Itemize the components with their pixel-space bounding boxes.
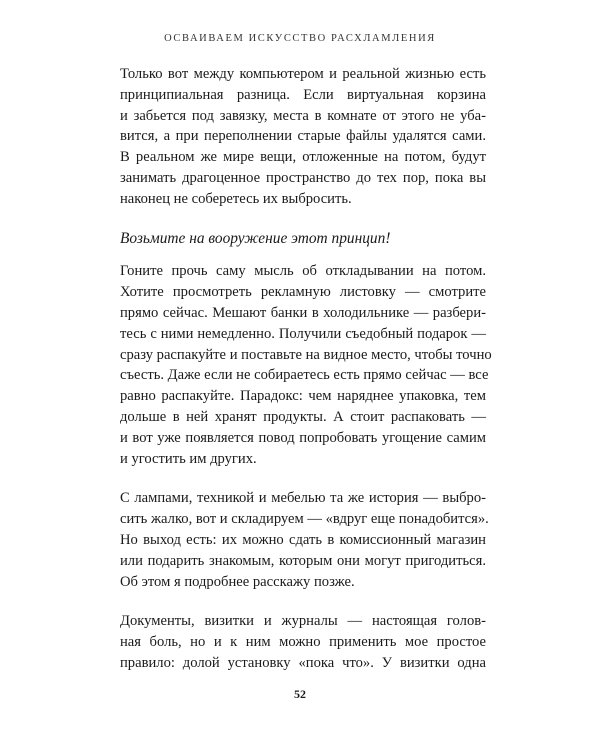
- page-number: 52: [294, 687, 306, 701]
- text-line: Но выход есть: их можно сдать в комиссионный магазин: [120, 531, 486, 548]
- text-line: дольше в ней хранят продукты. А стоит распаковать —: [120, 408, 486, 425]
- running-head: ОСВАИВАЕМ ИСКУССТВО РАСХЛАМЛЕНИЯ: [164, 33, 436, 44]
- text-line: Только вот между компьютером и реальной жизнью есть: [120, 66, 486, 82]
- paragraph-2: [120, 261, 492, 469]
- text-line: сразу распакуйте и поставьте на видное место, чтобы точно: [120, 346, 492, 363]
- text-line: равно распакуйте. Парадокс: чем наряднее упаковка, тем: [120, 388, 486, 405]
- text-line: и забьется под завязку, места в комнате от этого не уба-: [120, 107, 486, 124]
- paragraph-3: [120, 488, 489, 592]
- text-line: вится, а при переполнении старые файлы удалятся сами.: [120, 128, 486, 145]
- text-line: наконец не соберетесь их выбросить.: [120, 190, 352, 207]
- text-line: съесть. Даже если не собираетесь есть прямо сейчас — все: [120, 367, 489, 384]
- text-line: В реальном же мире вещи, отложенные на потом, будут: [120, 149, 486, 166]
- subheading: Возьмите на вооружение этот принцип!: [120, 229, 391, 247]
- text-line: и угостить им других.: [120, 450, 257, 467]
- text-line: тесь с ними немедленно. Получили съедобный подарок —: [120, 325, 486, 342]
- text-line: или подарить знакомым, которым они могут пригодиться.: [120, 552, 486, 569]
- body-text: [120, 64, 492, 693]
- text-line: ная боль, но и к ним можно применить мое простое: [120, 634, 486, 651]
- text-line: правило: долой установку «пока что». У визитки одна: [120, 654, 486, 671]
- text-line: принципиальная разница. Если виртуальная корзина: [120, 86, 486, 103]
- text-line: Гоните прочь саму мысль об откладывании на потом.: [120, 263, 486, 280]
- text-line: Документы, визитки и журналы — настоящая голов-: [120, 613, 486, 630]
- paragraph-4: [120, 611, 486, 673]
- text-line: Хотите просмотреть рекламную листовку — смотрите: [120, 284, 486, 301]
- text-line: и вот уже появляется повод попробовать угощение самим: [120, 429, 486, 446]
- text-line: прямо сейчас. Мешают банки в холодильнике — разбери-: [120, 304, 486, 321]
- text-line: Об этом я подробнее расскажу позже.: [120, 573, 355, 590]
- text-line: С лампами, техникой и мебелью та же история — выбро-: [120, 490, 486, 507]
- text-line: сить жалко, вот и складируем — «вдруг еще понадобится».: [120, 511, 489, 528]
- text-line: занимать драгоценное пространство до тех пор, пока вы: [120, 169, 486, 186]
- paragraph-1: [120, 64, 486, 210]
